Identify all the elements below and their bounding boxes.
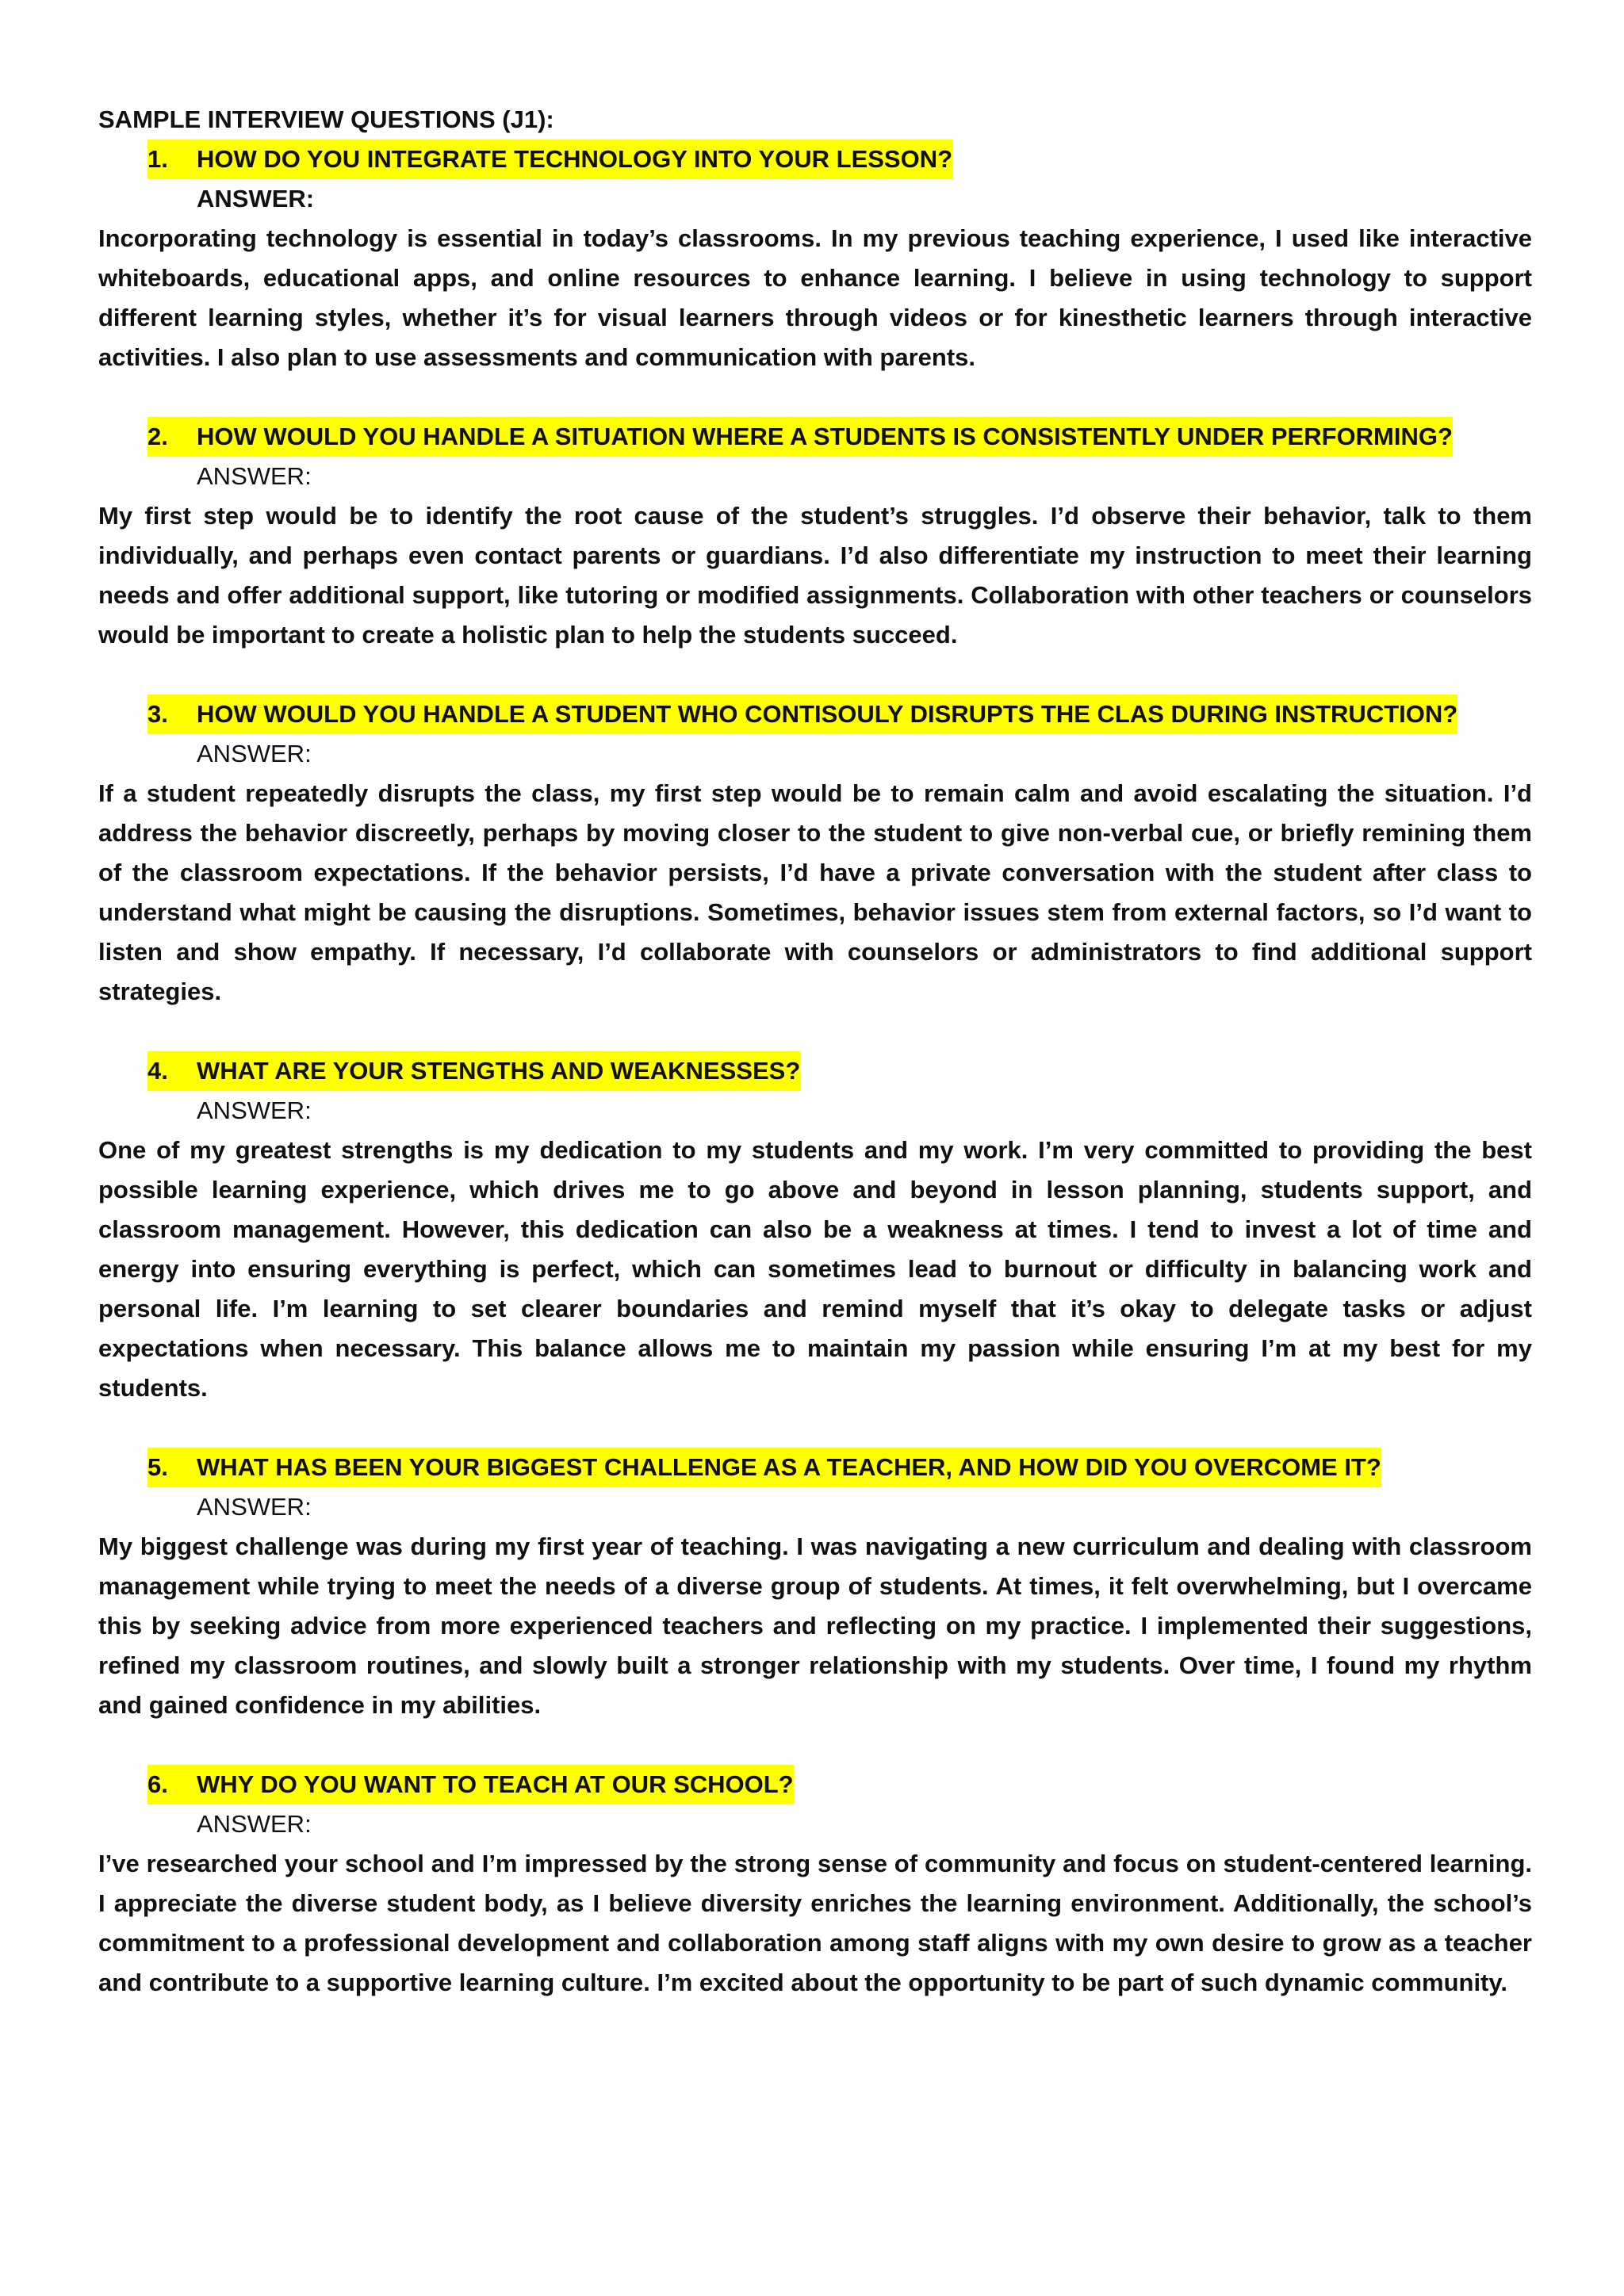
answer-text: Incorporating technology is essential in today’s classrooms. In my previous teaching experience, I used like interactive whiteboards, educational apps, and online resources to enhance learning. I believe in using technology to support different learning styles, whether it’s for visual learners through videos or for kinesthetic learners through interactive activities. I also plan to use assessments and communication with parents.: [98, 224, 1532, 371]
question-text: WHAT ARE YOUR STENGTHS AND WEAKNESSES?: [197, 1051, 800, 1091]
qa-item-6: [98, 1765, 1532, 2003]
answer-text: One of my greatest strengths is my dedication to my students and my work. I’m very committed to providing the best possible learning experience, which drives me to go above and beyond in lesson planning, students support, and classroom management. However, this dedication can also be a weakness at times. I tend to invest a lot of time and energy into ensuring everything is perfect, which can sometimes lead to burnout or difficulty in balancing work and personal life. I’m learning to set clearer boundaries and remind myself that it’s okay to delegate tasks or adjust expectations when necessary. This balance allows me to maintain my passion while ensuring I’m at my best for my students.: [98, 1136, 1532, 1402]
qa-item-1: [98, 140, 1532, 377]
qa-item-2: [98, 417, 1532, 655]
question-number: 1.: [147, 140, 197, 179]
question-heading: [98, 140, 1532, 179]
answer-label: ANSWER:: [197, 1493, 312, 1521]
question-heading: [98, 1051, 1532, 1091]
answer-label: ANSWER:: [197, 1096, 312, 1124]
question-heading: [98, 695, 1532, 734]
question-number: 3.: [147, 695, 197, 734]
question-heading: [98, 1448, 1532, 1487]
question-text: WHY DO YOU WANT TO TEACH AT OUR SCHOOL?: [197, 1765, 794, 1804]
answer-label: ANSWER:: [197, 185, 315, 212]
question-number: 5.: [147, 1448, 197, 1487]
question-text: WHAT HAS BEEN YOUR BIGGEST CHALLENGE AS A TEACHER, AND HOW DID YOU OVERCOME IT?: [197, 1448, 1381, 1487]
answer-label: ANSWER:: [197, 740, 312, 767]
answer-text: If a student repeatedly disrupts the class, my first step would be to remain calm and avoid escalating the situation. I’d address the behavior discreetly, perhaps by moving closer to the student to give non-verbal cue, or briefly remining them of the classroom expectations. If the behavior persists, I’d have a private conversation with the student after class to understand what might be causing the disruptions. Sometimes, behavior issues stem from external factors, so I’d want to listen and show empathy. If necessary, I’d collaborate with counselors or administrators to find additional support strategies.: [98, 779, 1532, 1005]
answer-text: My biggest challenge was during my first year of teaching. I was navigating a new curriculum and dealing with classroom management while trying to meet the needs of a diverse group of students. At times, it felt overwhelming, but I overcame this by seeking advice from more experienced teachers and reflecting on my practice. I implemented their suggestions, refined my classroom routines, and slowly built a stronger relationship with my students. Over time, I found my rhythm and gained confidence in my abilities.: [98, 1533, 1532, 1719]
answer-label: ANSWER:: [197, 462, 312, 490]
qa-item-5: [98, 1448, 1532, 1725]
question-text: HOW DO YOU INTEGRATE TECHNOLOGY INTO YOUR LESSON?: [197, 140, 952, 179]
answer-text: I’ve researched your school and I’m impressed by the strong sense of community and focus on student-centered learning. I appreciate the diverse student body, as I believe diversity enriches the learning environment. Additionally, the school’s commitment to a professional development and collaboration among staff aligns with my own desire to grow as a teacher and contribute to a supportive learning culture. I’m excited about the opportunity to be part of such dynamic community.: [98, 1850, 1532, 1996]
qa-item-4: [98, 1051, 1532, 1408]
qa-item-3: [98, 695, 1532, 1012]
answer-label: ANSWER:: [197, 1810, 312, 1838]
question-heading: [98, 417, 1532, 457]
question-number: 2.: [147, 417, 197, 457]
question-text: HOW WOULD YOU HANDLE A STUDENT WHO CONTISOULY DISRUPTS THE CLAS DURING INSTRUCTION?: [197, 695, 1457, 734]
question-text: HOW WOULD YOU HANDLE A SITUATION WHERE A STUDENTS IS CONSISTENTLY UNDER PERFORMING?: [197, 417, 1453, 457]
question-number: 6.: [147, 1765, 197, 1804]
document-page: [98, 100, 1532, 2003]
question-heading: [98, 1765, 1532, 1804]
document-title: SAMPLE INTERVIEW QUESTIONS (J1):: [98, 105, 554, 133]
answer-text: My first step would be to identify the root cause of the student’s struggles. I’d observe their behavior, talk to them individually, and perhaps even contact parents or guardians. I’d also differentiate my instruction to meet their learning needs and offer additional support, like tutoring or modified assignments. Collaboration with other teachers or counselors would be important to create a holistic plan to help the students succeed.: [98, 502, 1532, 649]
question-number: 4.: [147, 1051, 197, 1091]
